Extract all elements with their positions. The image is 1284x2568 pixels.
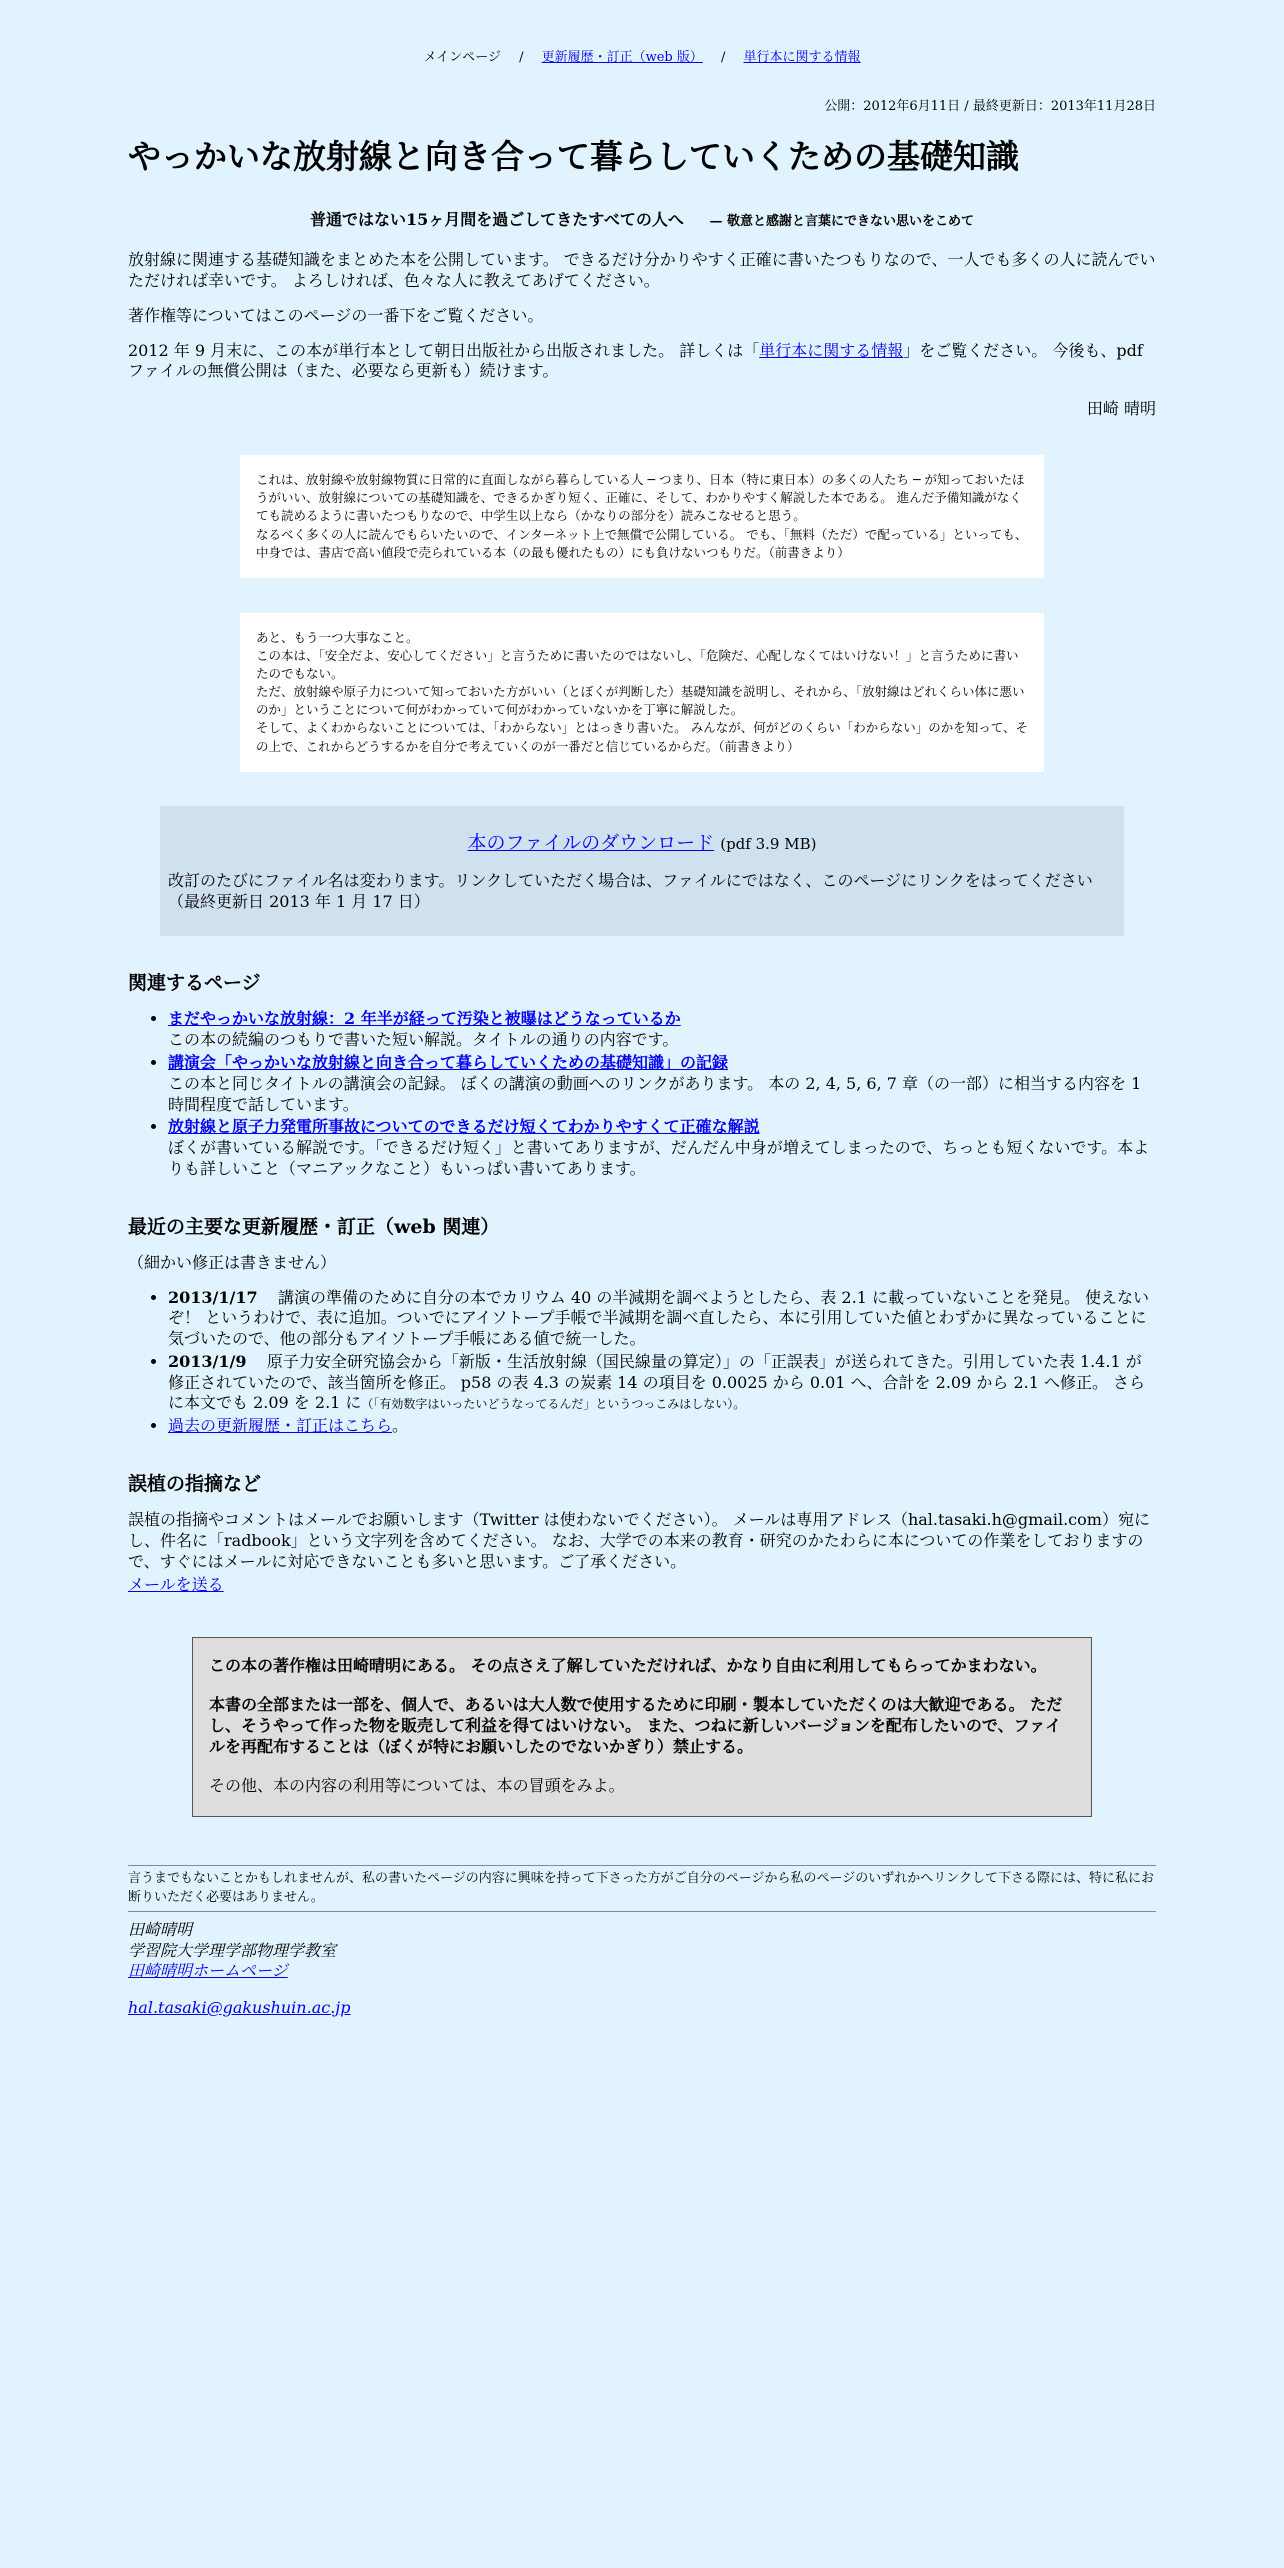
- related-heading: 関連するページ: [128, 972, 261, 995]
- homepage-link[interactable]: 田崎晴明ホームページ: [128, 1961, 288, 1981]
- footer-note: 言うまでもないことかもしれませんが、私の書いたページの内容に興味を持って下さった方がご自分のページから私のページのいずれかへリンクして下さる際には、特に私にお断りいただく必要はありません。: [128, 1871, 1154, 1905]
- send-mail-link[interactable]: メールを送る: [128, 1575, 224, 1595]
- list-item: [168, 1117, 1156, 1179]
- update-date: 2013/1/9: [168, 1351, 247, 1371]
- nav-history-link[interactable]: 更新履歴・訂正（web 版）: [541, 50, 703, 65]
- download-box: [160, 806, 1124, 937]
- related-link[interactable]: まだやっかいな放射線：2 年半が経って汚染と被曝はどうなっているか: [168, 1009, 681, 1029]
- copyright-box: [192, 1637, 1092, 1817]
- download-size: (pdf 3.9 MB): [720, 834, 817, 853]
- mail-link-row: [128, 1572, 1156, 1595]
- quote-line: あと、もう一つ大事なこと。: [256, 629, 419, 645]
- footer-name: 田崎晴明: [128, 1919, 193, 1939]
- quote-line: ただ、放射線や原子力について知っておいた方がいい（とぼくが判断した）基礎知識を説明し、それから、「放射線はどれくらい体に悪いのか」ということについて何がわかっていて何がわかっていないかを丁寧に解説した。: [256, 684, 1025, 718]
- page: [128, 0, 1156, 2019]
- nav-main: メインページ: [423, 50, 501, 65]
- past-updates-link[interactable]: 過去の更新履歴・訂正はこちら: [168, 1416, 393, 1436]
- copyright-p1: この本の著作権は田崎晴明にある。 その点さえ了解していただければ、かなり自由に利用してもらってかまわない。: [209, 1656, 1047, 1676]
- intro-paragraph-1: 放射線に関連する基礎知識をまとめた本を公開しています。 できるだけ分かりやすく正確に書いたつもりなので、一人でも多くの人に読んでいただければ幸いです。 よろしければ、色々な人に教えてあげてください。: [128, 250, 1156, 291]
- footer-address: [128, 1920, 1156, 2019]
- nav-separator: /: [519, 50, 524, 65]
- quote-line: これは、放射線や放射線物質に日常的に直面しながら暮らしている人 ─ つまり、日本（特に東日本）の多くの人たち ─ が知っておいたほうがいい、放射線についての基礎知識を、できるかぎり短く、正確に、そして、わかりやすく解説した本である。 進んだ予備知識がなくても読めるように書いたつもりなので、中学生以上なら（かなりの部分を）読みこなせると思う。: [256, 472, 1025, 524]
- quote-line: そして、よくわからないことについては、「わからない」とはっきり書いた。 みんなが、何がどのくらい「わからない」のかを知って、その上で、これからどうするかを自分で考えていくのが一番だと信じているからだ。（前書きより）: [256, 720, 1028, 754]
- list-item: [168, 1009, 1156, 1051]
- divider: [128, 1911, 1156, 1912]
- update-small-text: （「有効数字はいったいどうなってるんだ」というつっこみはしない）。: [361, 1397, 746, 1412]
- copyright-p3: その他、本の内容の利用等については、本の冒頭をみよ。: [209, 1775, 625, 1795]
- related-desc: この本の続編のつもりで書いた短い解説。タイトルの通りの内容です。: [168, 1030, 679, 1050]
- update-date: 2013/1/17: [168, 1287, 258, 1307]
- update-text: 講演の準備のために自分の本でカリウム 40 の半減期を調べようとしたら、表 2.1 に載っていないことを発見。 使えないぞ！ というわけで、表に追加。ついでにアイソトープ手帳で半減期を調べ直したら、本に引用していた値とわずかに異なっていることに気づいたので、他の部分もアイソトープ手帳にある値で統一した。: [168, 1287, 1150, 1349]
- related-link[interactable]: 放射線と原子力発電所事故についてのできるだけ短くてわかりやすくて正確な解説: [168, 1117, 760, 1137]
- list-item: [168, 1288, 1156, 1350]
- nav-book-link[interactable]: 単行本に関する情報: [743, 50, 861, 65]
- updates-note: （細かい修正は書きません）: [128, 1252, 337, 1272]
- list-item: [168, 1352, 1156, 1414]
- quote-box-1: [240, 455, 1044, 578]
- nav-separator: /: [721, 50, 726, 65]
- top-nav: [128, 46, 1156, 65]
- list-item: [168, 1053, 1156, 1115]
- intro-paragraph-3: [128, 341, 1156, 383]
- download-link[interactable]: 本のファイルのダウンロード: [467, 831, 715, 854]
- related-list: [128, 1009, 1156, 1179]
- subtitle: [128, 207, 1156, 230]
- download-note: 改訂のたびにファイル名は変わります。リンクしていただく場合は、ファイルにではなく、このページにリンクをはってください（最終更新日 2013 年 1 月 17 日）: [168, 870, 1093, 911]
- errata-text: 誤植の指摘やコメントはメールでお願いします（Twitter は使わないでください）。 メールは専用アドレス（hal.tasaki.h@gmail.com）宛にし、件名に「radbook」という文字列を含めてください。 なお、大学での本来の教育・研究のかたわらに本についての作業をしておりますので、すぐにはメールに対応できないことも多いと思います。ご了承ください。: [128, 1510, 1150, 1571]
- intro-p3-text: 2012 年 9 月末に、この本が単行本として朝日出版社から出版されました。 詳しくは「: [128, 340, 760, 360]
- intro-paragraph-2: 著作権等についてはこのページの一番下をご覧ください。: [128, 305, 544, 325]
- copyright-p2: 本書の全部または一部を、個人で、あるいは大人数で使用するために印刷・製本していただくのは大歓迎である。 ただし、そうやって作った物を販売して利益を得てはいけない。 また、つねに新しいバージョンを配布したいので、ファイルを再配布することは（ぼくが特にお願いしたのでないかぎり）禁止する。: [209, 1695, 1063, 1756]
- updates-heading: 最近の主要な更新履歴・訂正（web 関連）: [128, 1215, 500, 1238]
- related-desc: ぼくが書いている解説です。「できるだけ短く」と書いてありますが、だんだん中身が増えてしまったので、ちっとも短くないです。本よりも詳しいこと（マニアックなこと）もいっぱい書いてあります。: [168, 1138, 1150, 1178]
- intro-p3-text: 」をご覧ください。 今後も、pdf ファイルの無償公開は（また、必要なら更新も）続けます。: [128, 340, 1143, 381]
- update-text: 原子力安全研究協会から「新版・生活放射線（国民線量の算定）」の「正誤表」が送られてきた。引用していた表 1.4.1 が修正されていたので、該当箇所を修正。 p58 の表 4.3 の炭素 14 の項目を 0.0025 から 0.01 へ、合計を 2.09 から 2.1 へ修正。 さらに本文でも 2.09 を 2.1 に: [168, 1351, 1146, 1413]
- footer-affiliation: 学習院大学理学部物理学教室: [128, 1940, 337, 1960]
- publication-date: 公開：2012年6月11日 / 最終更新日：2013年11月28日: [824, 99, 1156, 114]
- related-desc: この本と同じタイトルの講演会の記録。 ぼくの講演の動画へのリンクがあります。 本の 2, 4, 5, 6, 7 章（の一部）に相当する内容を 1 時間程度で話しています。: [168, 1073, 1142, 1114]
- related-link[interactable]: 講演会「やっかいな放射線と向き合って暮らしていくための基礎知識」の記録: [168, 1052, 729, 1072]
- download-heading: [168, 828, 1116, 855]
- errata-heading: 誤植の指摘など: [128, 1473, 262, 1496]
- page-title: やっかいな放射線と向き合って暮らしていくための基礎知識: [128, 137, 1019, 176]
- quote-box-2: [240, 613, 1044, 772]
- email-link[interactable]: hal.tasaki@gakushuin.ac.jp: [128, 1998, 351, 2018]
- subtitle-main: 普通ではない15ヶ月間を過ごしてきたすべての人へ: [309, 210, 684, 230]
- past-updates-tail: 。: [392, 1416, 409, 1436]
- updates-list: [128, 1288, 1156, 1438]
- book-info-link[interactable]: 単行本に関する情報: [759, 340, 904, 360]
- author-signature: 田崎 晴明: [1086, 399, 1156, 419]
- subtitle-small: — 敬意と感謝と言葉にできない思いをこめて: [709, 214, 975, 230]
- divider: [128, 1865, 1156, 1866]
- list-item: [168, 1416, 1156, 1437]
- quote-line: この本は、「安全だよ、安心してください」と言うために書いたのではないし、「危険だ、心配しなくてはいけない！」と言うために書いたのでもない。: [256, 647, 1019, 682]
- quote-line: なるべく多くの人に読んでもらいたいので、インターネット上で無償で公開している。 でも、「無料（ただ）で配っている」といっても、中身では、書店で高い値段で売られている本（の最も優れたもの）にも負けないつもりだ。（前書きより）: [256, 526, 1028, 560]
